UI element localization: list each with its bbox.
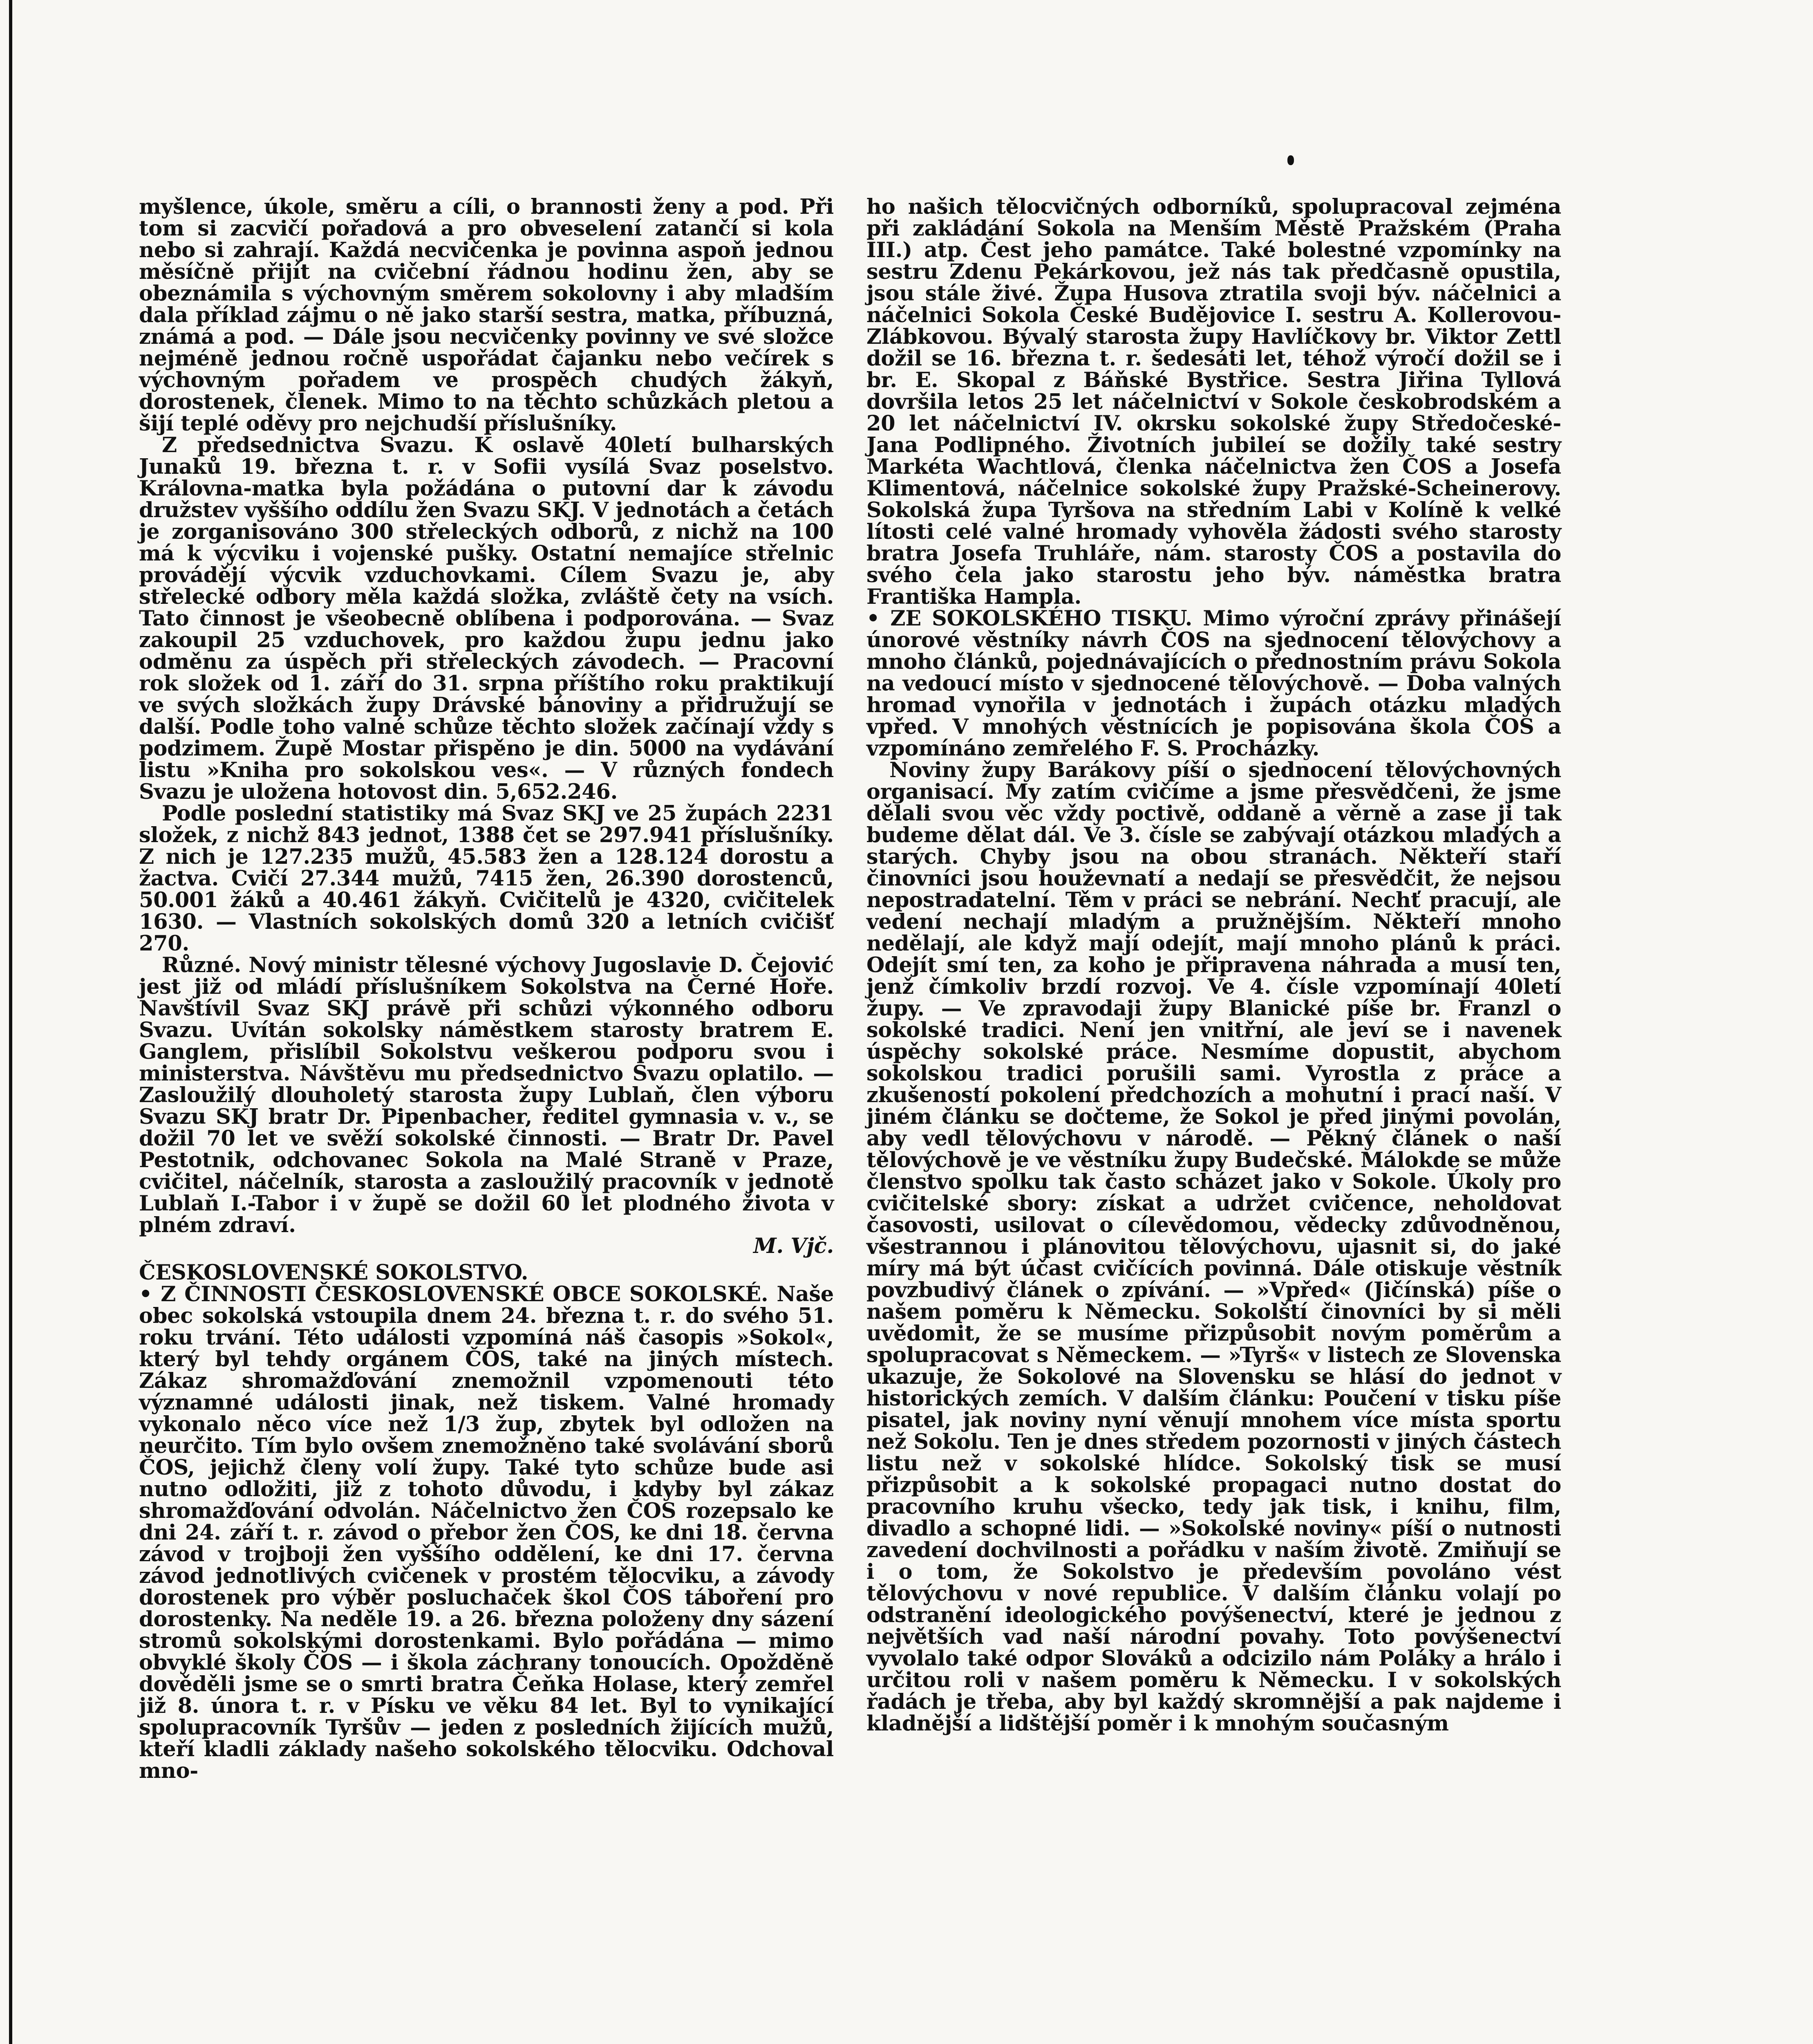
paragraph: Z předsednictva Svazu. K oslavě 40letí bulharských Junaků 19. března t. r. v Sofii vysílá Svaz poselstvo. Královna-matka byla požádána o putovní dar k závodu družstev vyššího oddílu žen Svazu SKJ. V jednotách a četách je zorganisováno 300 střeleckých odborů, z nichž na 100 má k výcviku i vojenské pušky. Ostatní nemajíce střelnic provádějí výcvik vzduchovkami. Cílem Svazu je, aby střelecké odbory měla každá složka, zvláště čety na vsích. Tato činnost je všeobecně oblíbena i podporována. — Svaz zakoupil 25 vzduchovek, pro každou župu jednu jako odměnu za úspěch při střeleckých závodech. — Pracovní rok složek od 1. září do 31. srpna příštího roku praktikují ve svých složkách župy Drávské bánoviny a přidružují se další. Podle toho valné schůze těchto složek začínají vždy s podzimem. Župě Mostar přispěno je din. 5000 na vydávání listu »Kniha pro sokolskou ves«. — V různých fondech Svazu je uložena hotovost din. 5,652.246. <box>139 433 834 804</box>
scan-edge-left <box>9 0 12 2044</box>
signature: M. Vjč. <box>753 1234 834 1258</box>
paragraph: • Z ČINNOSTI ČESKOSLOVENSKÉ OBCE SOKOLSKÉ. Naše obec sokolská vstoupila dnem 24. března t. r. do svého 51. roku trvání. Této události vzpomíná náš časopis »Sokol«, který byl tehdy orgánem ČOS, také na jiných místech. Zákaz shromažďování znemožnil vzpomenouti této významné události jinak, než tiskem. Valné hromady vykonalo něco více než 1/3 žup, zbytek byl odložen na neurčito. Tím bylo ovšem znemožněno také svolávání sborů ČOS, jejichž členy volí župy. Také tyto schůze bude asi nutno odložiti, již z tohoto důvodu, i kdyby byl zákaz shromažďování odvolán. Náčelnictvo žen ČOS rozepsalo ke dni 24. září t. r. závod o přebor žen ČOS, ke dni 18. června závod v trojboji žen vyššího oddělení, ke dni 17. června závod jednotlivých cvičenek v prostém tělocviku, a závody dorostenek pro výběr posluchaček škol ČOS táboření pro dorostenky. Na neděle 19. a 26. března položeny dny sázení stromů sokolskými dorostenkami. Bylo pořádána — mimo obvyklé školy ČOS — i škola záchrany tonoucích. Opožděně dověděli jsme se o smrti bratra Čeňka Holase, který zemřel již 8. února t. r. v Písku ve věku 84 let. Byl to vynikající spolupracovník Tyršův — jeden z posledních žijících mužů, kteří kladli základy našeho sokolského tělocviku. Odchoval mno- <box>139 1282 834 1783</box>
paragraph: Různé. Nový ministr tělesné výchovy Jugoslavie D. Čejović jest již od mládí příslušníkem Sokolstva na Černé Hoře. Navštívil Svaz SKJ právě při schůzi výkonného odboru Svazu. Uvítán sokolsky náměstkem starosty bratrem E. Ganglem, přislíbil Sokolstvu veškerou podporu svou i ministerstva. Návštěvu mu předsednictvo Svazu oplatilo. — Zasloužilý dlouholetý starosta župy Lublaň, člen výboru Svazu SKJ bratr Dr. Pipenbacher, ředitel gymnasia v. v., se dožil 70 let ve svěží sokolské činnosti. — Bratr Dr. Pavel Pestotnik, odchovanec Sokola na Malé Straně v Praze, cvičitel, náčelník, starosta a zasloužilý pracovník v jednotě Lublaň I.-Tabor i v župě se dožil 60 let plodného života v plném zdraví. <box>139 953 834 1237</box>
paragraph: ho našich tělocvičných odborníků, spolupracoval zejména při zakládání Sokola na Menším Městě Pražském (Praha III.) atp. Čest jeho památce. Také bolestné vzpomínky na sestru Zdenu Pekárkovou, jež nás tak předčasně opustila, jsou stále živé. Župa Husova ztratila svoji býv. náčelnici a náčelnici Sokola České Budějovice I. sestru A. Kollerovou-Zlábkovou. Bývalý starosta župy Havlíčkovy br. Viktor Zettl dožil se 16. března t. r. šedesáti let, téhož výročí dožil se i br. E. Skopal z Báňské Bystřice. Sestra Jiřina Tyllová dovršila letos 25 let náčelnictví v Sokole českobrodském a 20 let náčelnictví IV. okrsku sokolské župy Středočeské-Jana Podlipného. Životních jubileí se dožily také sestry Markéta Wachtlová, členka náčelnictva žen ČOS a Josefa Klimentová, náčelnice sokolské župy Pražské-Scheinerovy. Sokolská župa Tyršova na středním Labi v Kolíně k velké lítosti celé valné hromady vyhověla žádosti svého starosty bratra Josefa Truhláře, nám. starosty ČOS a postavila do svého čela jako starostu jeho býv. náměstka bratra Františka Hampla. <box>866 195 1561 609</box>
paragraph: Noviny župy Barákovy píší o sjednocení tělovýchovných organisací. My zatím cvičíme a jsme přesvědčeni, že jsme dělali svou věc vždy poctivě, oddaně a věrně a zase ji tak budeme dělat dál. Ve 3. čísle se zabývají otázkou mladých a starých. Chyby jsou na obou stranách. Někteří staří činovníci jsou houževnatí a nedají se přesvědčit, že nejsou nepostradatelní. Těm v práci se nebrání. Nechť pracují, ale vedení nechají mladým a pružnějším. Někteří mnoho nedělají, ale když mají odejít, mají mnoho plánů k práci. Odejít smí ten, za koho je připravena náhrada a musí ten, jenž čímkoliv brzdí rozvoj. Ve 4. čísle vzpomínají 40letí župy. — Ve zpravodaji župy Blanické píše br. Franzl o sokolské tradici. Není jen vnitřní, ale jeví se i navenek úspěchy sokolské práce. Nesmíme dopustit, abychom sokolskou tradici porušili sami. Vyrostla z práce a zkušeností pokolení předchozích a mohutní i prací naší. V jiném článku se dočteme, že Sokol je před jinými povolán, aby vedl tělovýchovu v národě. — Pěkný článek o naší tělovýchově je ve věstníku župy Budečské. Málokde se může členstvo spolku tak často scházet jako v Sokole. Úkoly pro cvičitelské sbory: získat a udržet cvičence, neholdovat časovosti, usilovat o cílevědomou, vědecky zdůvodněnou, všestrannou i plánovitou tělovýchovu, ujasnit si, do jaké míry má být účast cvičících povinná. Dále otiskuje věstník povzbudivý článek o zpívání. — »Vpřed« (Jičínská) píše o našem poměru k Německu. Sokolští činovníci by si měli uvědomit, že se musíme přizpůsobit novým poměrům a spolupracovat s Německem. — »Tyrš« v listech ze Slovenska ukazuje, že Sokolové na Slovensku se hlásí do jednot v historických zemích. V dalším článku: Poučení v tisku píše pisatel, jak noviny nyní věnují mnohem více místa sportu než Sokolu. Ten je dnes středem pozornosti v jiných částech listu než v sokolské hlídce. Sokolský tisk se musí přizpůsobit a k sokolské propagaci nutno dostat do pracovního kruhu všecko, tedy jak tisk, i knihu, film, divadlo a schopné lidi. — »Sokolské noviny« píší o nutnosti zavedení dochvilnosti a pořádku v naším životě. Zmiňují se i o tom, že Sokolstvo je především povoláno vést tělovýchovu v nové republice. V dalším článku volají po odstranění ideologického povýšenectví, které je jednou z největších vad naší národní povahy. Toto povýšenectví vyvolalo také odpor Slováků a odcizilo nám Poláky a hrálo i určitou roli v našem poměru k Německu. I v sokolských řadách je třeba, aby byl každý skromnější a pak najdeme i kladnější a lidštější poměr i k mnohým současným <box>866 758 1561 1736</box>
section-heading: ČESKOSLOVENSKÉ SOKOLSTVO. <box>139 1260 528 1285</box>
bullet-mark-icon <box>1287 155 1294 165</box>
paragraph: Podle poslední statistiky má Svaz SKJ ve 25 župách 2231 složek, z nichž 843 jednot, 1388 čet se 297.941 příslušníky. Z nich je 127.235 mužů, 45.583 žen a 128.124 dorostu a žactva. Cvičí 27.344 mužů, 7415 žen, 26.390 dorostenců, 50.001 žáků a 40.461 žákyň. Cvičitelů je 4320, cvičitelek 1630. — Vlastních sokolských domů 320 a letních cvičišť 270. <box>139 801 834 956</box>
right-column <box>866 196 1561 1735</box>
paragraph: myšlence, úkole, směru a cíli, o brannosti ženy a pod. Při tom si zacvičí pořadová a pro obveselení zatančí si kola nebo si zahrají. Každá necvičenka je povinna aspoň jednou měsíčně přijít na cvičební řádnou hodinu žen, aby se obeznámila s výchovným směrem sokolovny i aby mladším dala příklad zájmu o ně jako starší sestra, matka, příbuzná, známá a pod. — Dále jsou necvičenky povinny ve své složce nejméně jednou ročně uspořádat čajanku nebo večírek s výchovným pořadem ve prospěch chudých žákyň, dorostenek, členek. Mimo to na těchto schůzkách pletou a šijí teplé oděvy pro nejchudší příslušníky. <box>139 195 834 436</box>
left-column <box>139 196 834 1782</box>
paragraph: • ZE SOKOLSKÉHO TISKU. Mimo výroční zprávy přinášejí únorové věstníky návrh ČOS na sjednocení tělovýchovy a mnoho článků, pojednávajících o přednostním právu Sokola na vedoucí místo v sjednocené tělovýchově. — Doba valných hromad vynořila v jednotách i župách otázku mladých vpřed. V mnohých věstnících je popisována škola ČOS a vzpomínáno zemřelého F. S. Procházky. <box>866 606 1561 761</box>
